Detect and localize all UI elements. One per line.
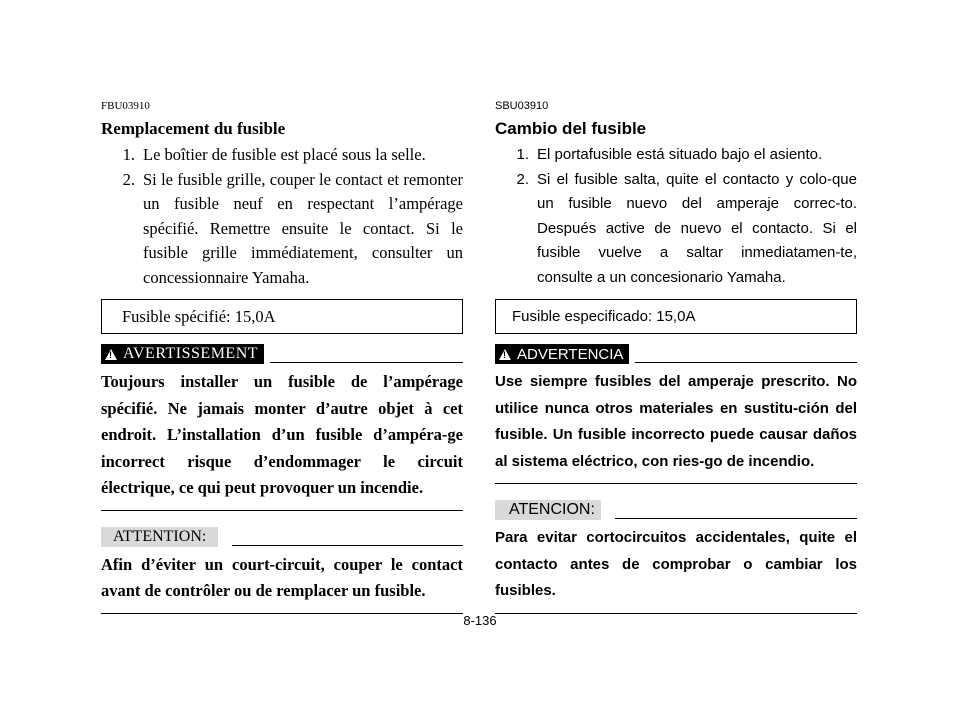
list-item — [101, 143, 463, 168]
attention-text: Para evitar cortocircuitos accidentales, quite el contacto antes de comprobar o cambiar los fusibles. — [495, 520, 857, 614]
exclamation-triangle-icon: ! — [499, 349, 511, 360]
step-text: Le boîtier de fusible est placé sous la selle. — [143, 145, 426, 164]
warning-text: Toujours installer un fusible de l’ampérage spécifié. Ne jamais monter d’autre objet à cet endroit. L’installation d’un fusible d’ampéra-ge incorrect risque d’endommager le circuit électrique, ce qui peut provoquer un incendie. — [101, 364, 463, 511]
divider — [270, 362, 463, 363]
warning-label — [495, 344, 629, 364]
warning-label — [101, 344, 264, 364]
attention-header — [101, 525, 463, 547]
steps-list — [495, 143, 857, 290]
attention-header — [495, 498, 857, 520]
list-item — [495, 168, 857, 291]
warning-header — [495, 342, 857, 364]
list-item — [101, 168, 463, 291]
steps-list — [101, 143, 463, 290]
step-text: Si le fusible grille, couper le contact et remonter un fusible neuf en respectant l’ampérage spécifié. Remettre ensuite le contact. Si le fusible grille immédiatement, consulter un concessionnaire Yamaha. — [143, 169, 463, 287]
step-number: 2. — [122, 169, 135, 189]
fuse-spec-box: Fusible spécifié: 15,0A — [101, 299, 463, 334]
step-text: El portafusible está situado bajo el asiento. — [537, 146, 823, 163]
attention-text: Afin d’éviter un court-circuit, couper le contact avant de contrôler ou de remplacer un fusible. — [101, 547, 463, 614]
step-number: 1. — [122, 145, 135, 164]
page-number: 8-136 — [463, 613, 497, 628]
fuse-spec-box: Fusible especificado: 15,0A — [495, 299, 857, 334]
step-text: Si el fusible salta, quite el contacto y colo-que un fusible nuevo del amperaje correc-to. Después active de nuevo el contacto. Si el fusible vuelve a saltar inmediatamen-te, consulte a un concesionario Yamaha. — [537, 170, 857, 286]
divider — [615, 518, 857, 519]
warning-text: Use siempre fusibles del amperaje prescrito. No utilice nunca otros materiales en sustitu-ción del fusible. Un fusible incorrecto puede causar daños al sistema eléctrico, con ries-go de incendio. — [495, 364, 857, 484]
section-heading: Cambio del fusible — [495, 119, 647, 138]
attention-label: ATENCION: — [495, 500, 601, 520]
section-heading: Remplacement du fusible — [101, 119, 286, 138]
warning-label-text: AVERTISSEMENT — [123, 345, 259, 362]
divider — [635, 362, 857, 363]
french-column — [101, 100, 463, 614]
spanish-column — [495, 100, 857, 614]
divider — [232, 545, 463, 546]
warning-header — [101, 342, 463, 364]
section-code: FBU03910 — [101, 100, 150, 112]
attention-label: ATTENTION: — [101, 527, 218, 547]
step-number: 1. — [516, 146, 529, 163]
list-item — [495, 143, 857, 168]
warning-label-text: ADVERTENCIA — [517, 345, 624, 363]
exclamation-triangle-icon: ! — [105, 349, 117, 360]
step-number: 2. — [516, 170, 529, 188]
section-code: SBU03910 — [495, 100, 549, 112]
